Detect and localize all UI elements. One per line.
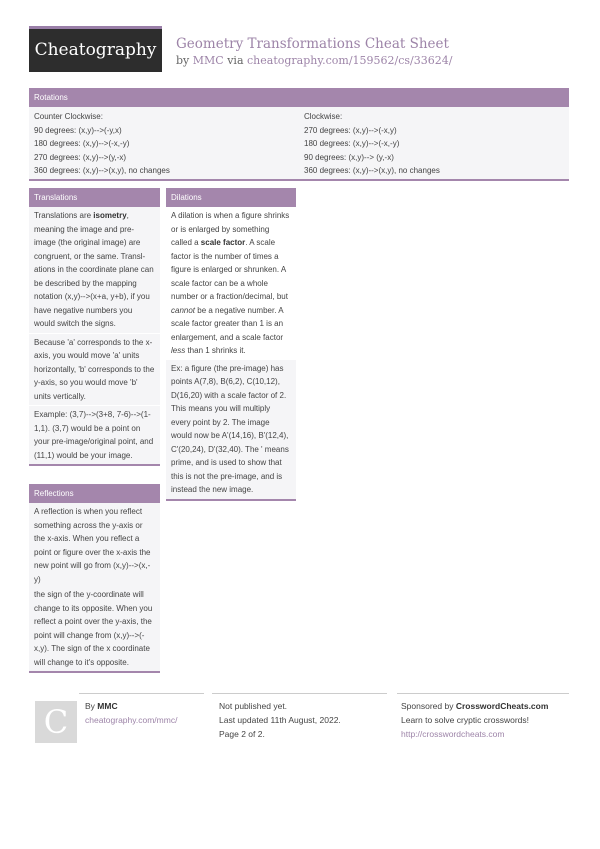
byline xyxy=(176,54,452,67)
section-heading: Translations xyxy=(29,188,160,207)
cw-line: 180 degrees: (x,y)-->(-x,-y) xyxy=(304,139,400,148)
cw-line: 270 degrees: (x,y)-->(-x,y) xyxy=(304,125,397,135)
ccw-line: 180 degrees: (x,y)-->(-x,-y) xyxy=(34,139,130,148)
section-heading: Rotations xyxy=(29,88,569,107)
section-heading: Reflections xyxy=(29,484,160,503)
ccw-line: 90 degrees: (x,y)-->(-y,x) xyxy=(34,125,122,135)
section-heading: Dilations xyxy=(166,188,296,207)
sheet-url-link[interactable]: cheatography.com/159562/cs/33624/ xyxy=(247,54,453,67)
footer-author: By MMC cheatography.com/mmc/ xyxy=(85,701,178,725)
translations-paragraph: Because 'a' corresponds to the x-axis, you would move 'a' units horizontally, 'b' corresponds to the y-axis, so you would move 'b' units vertically. xyxy=(29,333,160,406)
sponsor-name[interactable]: CrosswordCheats.com xyxy=(455,701,549,711)
author-avatar[interactable]: C xyxy=(35,701,77,743)
last-updated: Last updated 11th August, 2022. xyxy=(219,715,341,725)
ccw-label: Counter Clockwise: xyxy=(34,112,103,121)
ccw-line: 360 degrees: (x,y)-->(x,y), no changes xyxy=(34,166,170,175)
translations-section xyxy=(29,188,160,466)
footer-author-name[interactable]: MMC xyxy=(97,701,118,711)
translations-paragraph: Translations are isometry, meaning the image and pre-image (the original image) are congruent, or the same. Translations in the coordinate plane can be described by the mapping notation (x,y)-->(x+a, y+b), if you have negative numbers you would switch the signs. xyxy=(34,211,154,328)
reflections-paragraph: the sign of the y-coordinate will change to its opposite. When you reflect a point over the y-axis, the point will change from (x,y)-->(-x,y). The sign of the x coordinate will change to it's opposite. xyxy=(34,590,153,667)
translations-paragraph: Example: (3,7)-->(3+8, 7-6)-->(11,1). (3,7) would be a point on your pre-image/original point, and (11,1) would be your image. xyxy=(29,405,160,464)
by-label: by xyxy=(176,54,190,67)
counter-clockwise-column xyxy=(34,110,170,178)
rotations-section xyxy=(29,88,569,181)
published-status: Not published yet. xyxy=(219,701,288,711)
sponsor-tagline: Learn to solve cryptic crosswords! xyxy=(401,715,530,725)
page-number: Page 2 of 2. xyxy=(219,729,265,739)
footer-sponsor: Sponsored by CrosswordCheats.com Learn to solve cryptic crosswords! http://crosswordcheats.com xyxy=(401,701,549,739)
author-link[interactable]: MMC xyxy=(192,54,224,67)
clockwise-column xyxy=(304,110,440,178)
footer-author-link[interactable]: cheatography.com/mmc/ xyxy=(85,715,178,725)
reflections-paragraph: A reflection is when you reflect something across the y-axis or the x-axis. When you reflect a point or figure over the x-axis the new point will go from (x,y)-->(x,-y) xyxy=(34,507,151,584)
footer-publish-info xyxy=(219,699,341,741)
ccw-line: 270 degrees: (x,y)-->(y,-x) xyxy=(34,152,127,162)
dilations-section xyxy=(166,188,296,501)
via-label: via xyxy=(227,54,244,67)
reflections-section xyxy=(29,484,160,673)
cw-label: Clockwise: xyxy=(304,112,343,121)
dilations-paragraph: Ex: a figure (the pre-image) has points A(7,8), B(6,2), C(10,12), D(16,20) with a scale factor of 2. This means you will multiply every point by 2. The image would now be A'(14,16), B'(12,4), C'(20,24), D'(32,40). The ' means prime, and is used to show that this is not the pre-image, and is instead the new image. xyxy=(166,360,296,499)
sponsor-link[interactable]: http://crosswordcheats.com xyxy=(401,729,505,739)
cheatography-logo[interactable]: Cheatography xyxy=(29,29,162,72)
cw-line: 360 degrees: (x,y)-->(x,y), no changes xyxy=(304,166,440,175)
cw-line: 90 degrees: (x,y)--> (y,-x) xyxy=(304,152,394,162)
dilations-paragraph: A dilation is when a figure shrinks or is enlarged by something called a scale factor. A scale factor is the number of times a figure is enlarged or shrunken. A scale factor can be a whole number or a fraction/decimal, but cannot be a negative number. A scale factor greater than 1 is an enlargement, and a scale factor less than 1 shrinks it. xyxy=(171,211,290,355)
page-title: Geometry Transformations Cheat Sheet xyxy=(176,36,449,52)
